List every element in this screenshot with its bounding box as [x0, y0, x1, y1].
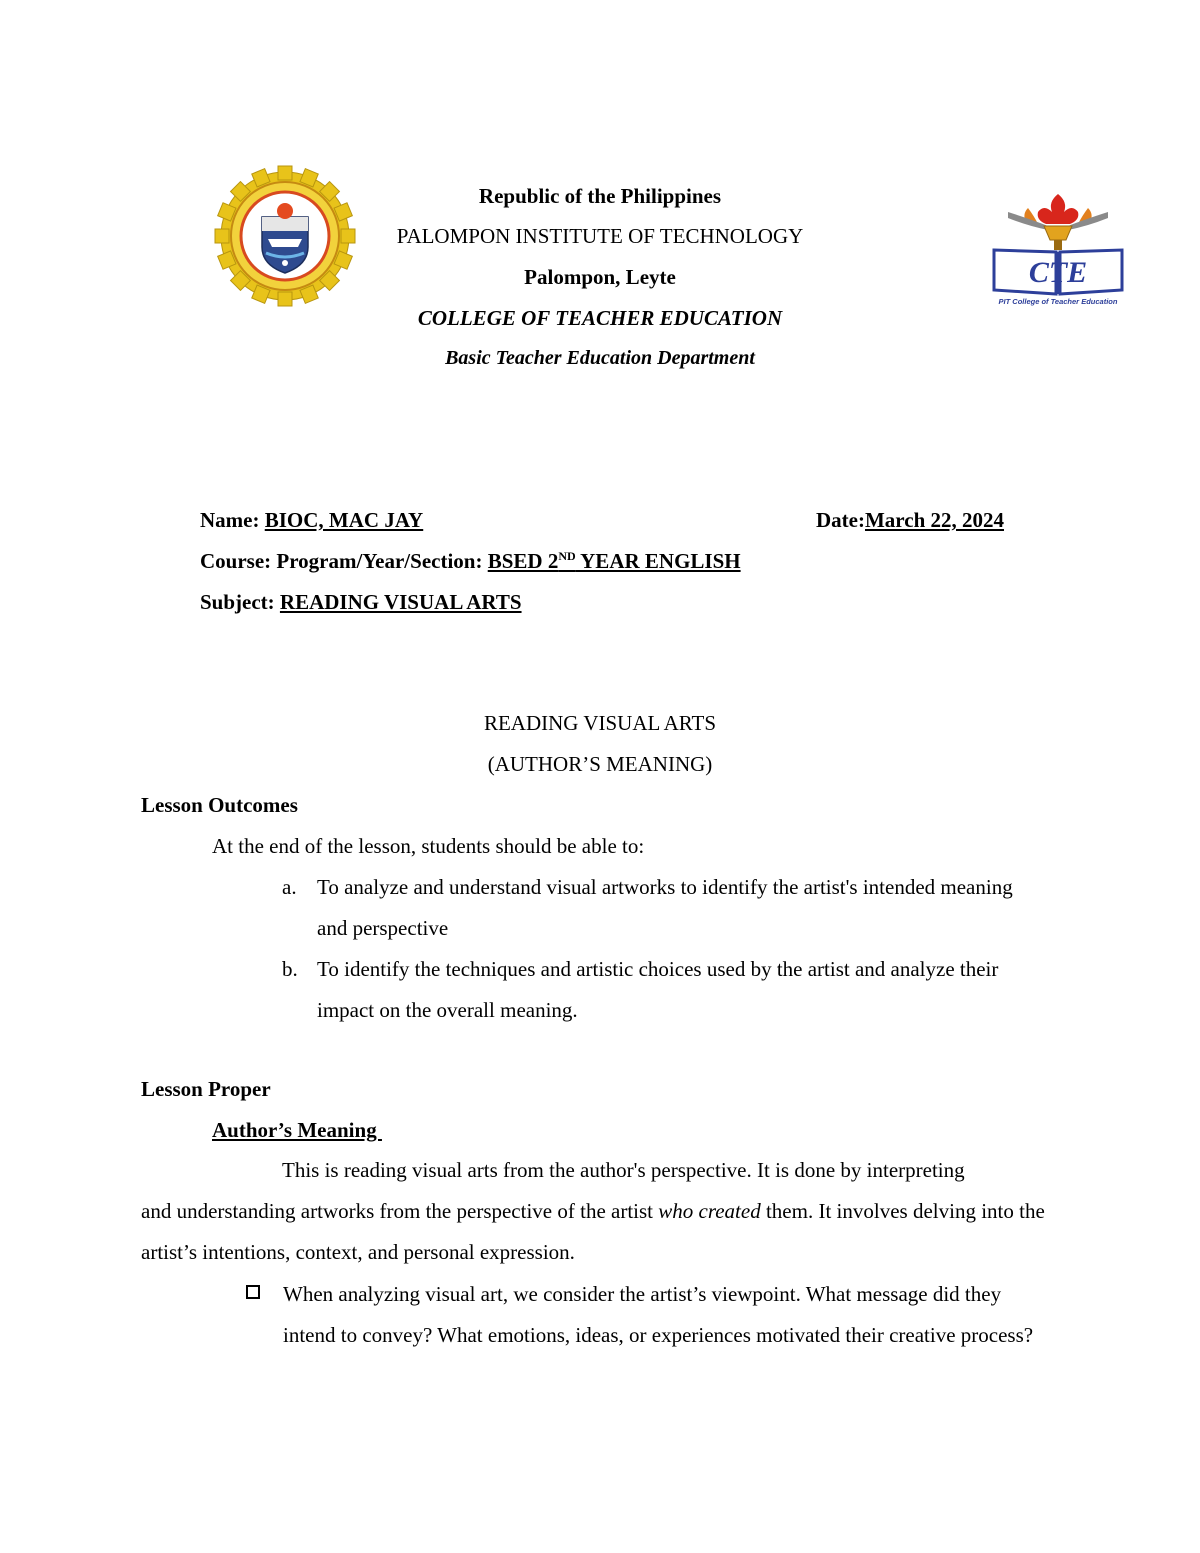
subject-value: READING VISUAL ARTS: [279, 590, 522, 614]
list-item: [282, 867, 1042, 949]
document-subtitle: (AUTHOR’S MEANING): [487, 752, 713, 776]
date-field: [816, 507, 1004, 533]
document-title: READING VISUAL ARTS: [483, 711, 717, 735]
name-label: Name:: [200, 508, 260, 532]
lesson-outcomes-heading: Lesson Outcomes: [141, 793, 298, 817]
outcomes-intro: At the end of the lesson, students should be able to:: [212, 834, 645, 858]
cte-caption-text: PIT College of Teacher Education: [998, 297, 1118, 306]
header-department: Basic Teacher Education Department: [445, 347, 755, 369]
paragraph-first-line: This is reading visual arts from the author's perspective. It is done by interpreting: [282, 1158, 965, 1182]
cte-torch-book-icon: [988, 190, 1128, 308]
list-item-text: To analyze and understand visual artworks to identify the artist's intended meaning and perspective: [317, 875, 1013, 940]
course-value-post: YEAR ENGLISH: [575, 549, 741, 573]
subject-label: Subject:: [200, 590, 275, 614]
paragraph-emphasis: who created: [658, 1199, 761, 1223]
authors-meaning-subheading: Author’s Meaning: [212, 1118, 382, 1142]
course-value: [488, 549, 741, 573]
list-marker: a.: [282, 875, 297, 899]
header-college: COLLEGE OF TEACHER EDUCATION: [417, 306, 783, 330]
list-marker: b.: [282, 957, 298, 981]
header-republic: Republic of the Philippines: [478, 184, 722, 208]
date-label: Date:: [816, 508, 865, 532]
course-label: Course: Program/Year/Section:: [200, 549, 483, 573]
course-value-sup: ND: [558, 549, 576, 563]
course-field: [200, 548, 741, 574]
checkbox-bullet-icon: [246, 1285, 260, 1299]
date-value: March 22, 2024: [864, 508, 1004, 532]
name-value: BIOC, MAC JAY: [264, 508, 424, 532]
list-item: [282, 949, 1042, 1031]
list-item-text: To identify the techniques and artistic choices used by the artist and analyze their impact on the overall meaning.: [317, 957, 999, 1022]
paragraph-rest-pre: and understanding artworks from the perspective of the artist: [141, 1199, 659, 1223]
paragraph-rest-post: them. It involves delving into the artist’s intentions, context, and personal expression.: [141, 1199, 1051, 1264]
header-location: Palompon, Leyte: [524, 265, 676, 289]
header-institute: PALOMPON INSTITUTE OF TECHNOLOGY: [396, 224, 804, 248]
cte-badge-text: CTE: [1028, 256, 1088, 289]
subject-field: [200, 589, 522, 615]
course-value-pre: BSED 2: [487, 549, 559, 573]
bullet-text: When analyzing visual art, we consider the artist’s viewpoint. What message did they intend to convey? What emotions, ideas, or experiences motivated their creative process?: [283, 1282, 1034, 1347]
name-field: [200, 507, 423, 533]
lesson-proper-heading: Lesson Proper: [141, 1077, 271, 1101]
authors-meaning-paragraph: [141, 1150, 1061, 1273]
paragraph-rest: [141, 1191, 1061, 1273]
